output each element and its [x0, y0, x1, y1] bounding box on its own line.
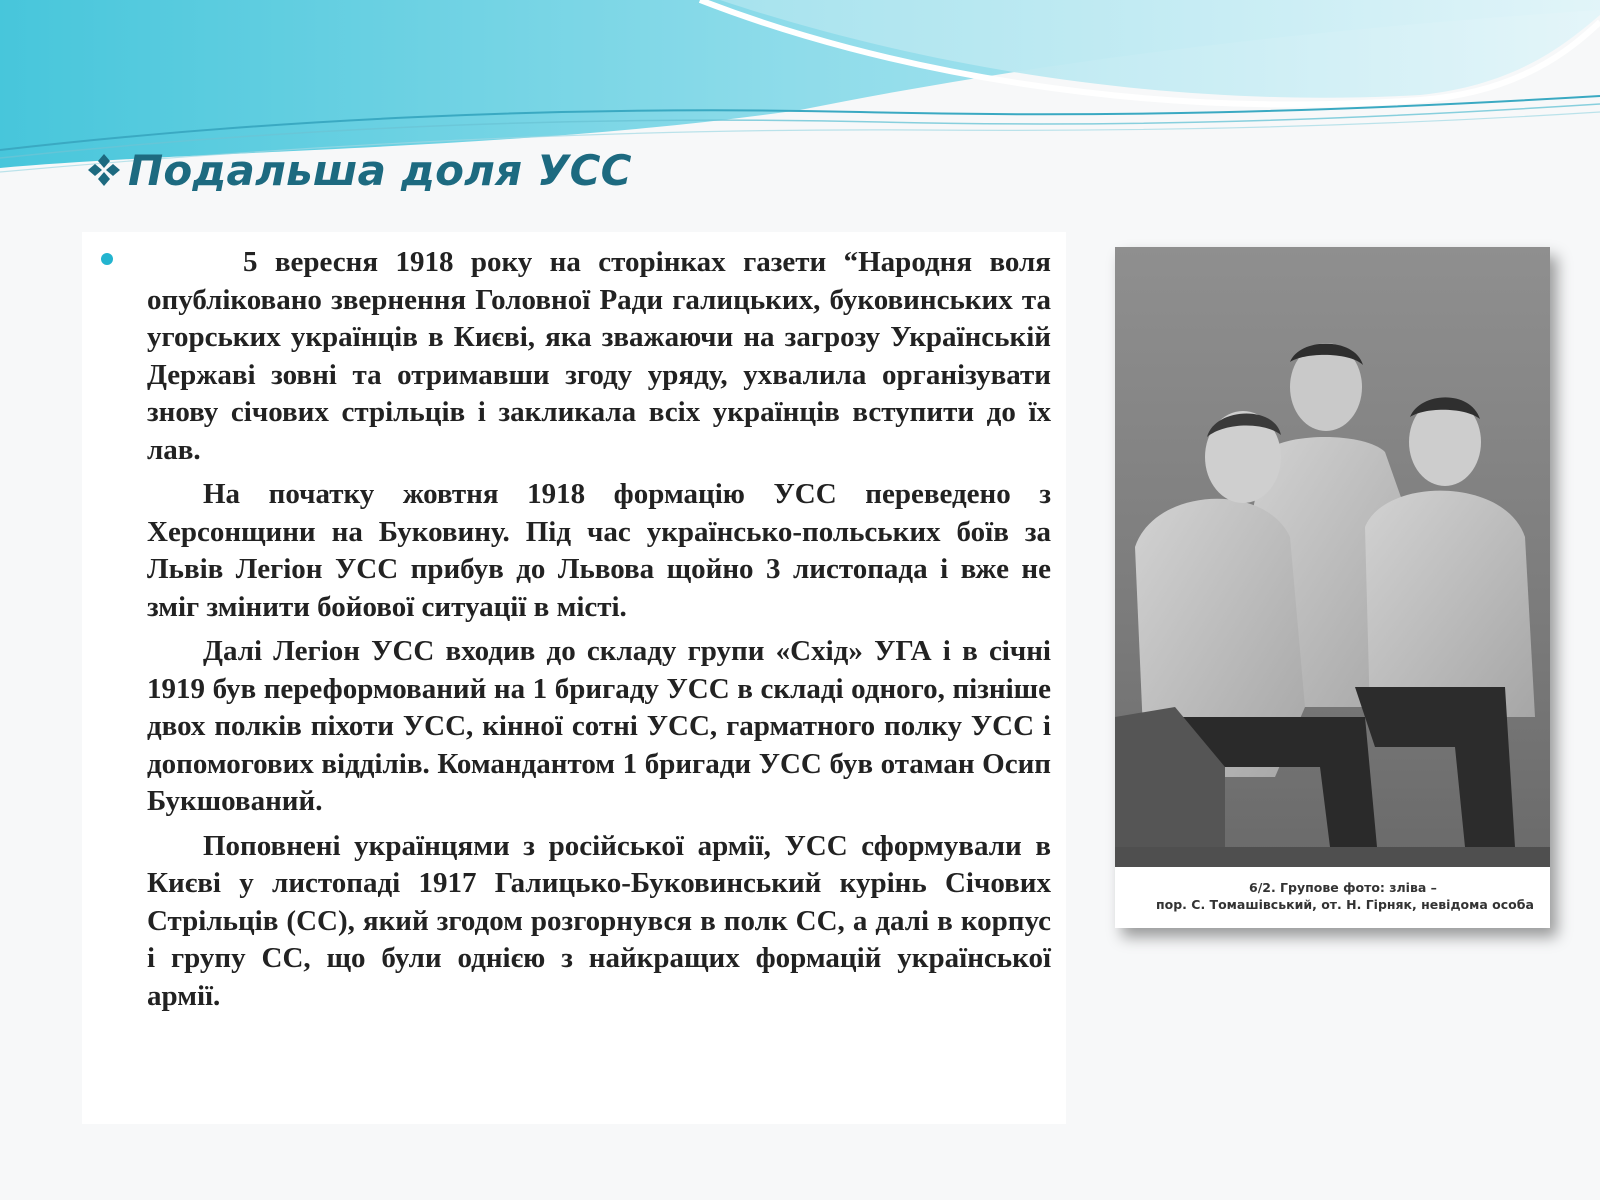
- diamond-bullet-icon: [86, 152, 122, 188]
- slide-title: Подальша доля УСС: [128, 145, 632, 195]
- caption-line-2: пор. С. Томашівський, от. Н. Гірняк, невідома особа: [1156, 897, 1534, 912]
- paragraph-4: Поповнені українцями з російської армії, УСС сформували в Києві у листопаді 1917 Галицько-Буковинський курінь Січових Стрільців (СС), який згодом розгорнувся в полк СС, а далі в корпус і групу СС, що були однією з найкращих формацій української армії.: [147, 829, 1051, 1012]
- title-row: [86, 140, 632, 200]
- photo-caption: [1115, 879, 1550, 913]
- paragraph-2: На початку жовтня 1918 формацію УСС переведено з Херсонщини на Буковину. Під час українсько-польських боїв за Львів Легіон УСС прибув до Львова щойно 3 листопада і вже не зміг змінити бойової ситуації в місті.: [147, 478, 1051, 623]
- caption-line-1: 6/2. Групове фото: зліва –: [1249, 880, 1437, 895]
- paragraph-3: Далі Легіон УСС входив до складу групи «Схід» УГА і в січні 1919 був переформований на 1 бригаду УСС в складі одного, пізніше двох полків піхоти УСС, кінної сотні УСС, гарматного полку УСС і допомогових відділів. Командантом 1 бригади УСС був отаман Осип Букшований.: [147, 635, 1051, 817]
- paragraph-1: 5 вересня 1918 року на сторінках газети “Народня воля опубліковано звернення Головної Ради галицьких, буковинських та угорських українців в Києві, яка зважаючи на загрозу Українській Державі зовні та отримавши згоду уряду, ухвалила організувати знову січових стрільців і закликала всіх українців вступити до їх лав.: [147, 246, 1051, 466]
- body-text: [147, 244, 1051, 1022]
- photo-card: [1115, 247, 1550, 928]
- group-photo: [1115, 247, 1550, 867]
- dot-bullet-icon: [101, 253, 113, 265]
